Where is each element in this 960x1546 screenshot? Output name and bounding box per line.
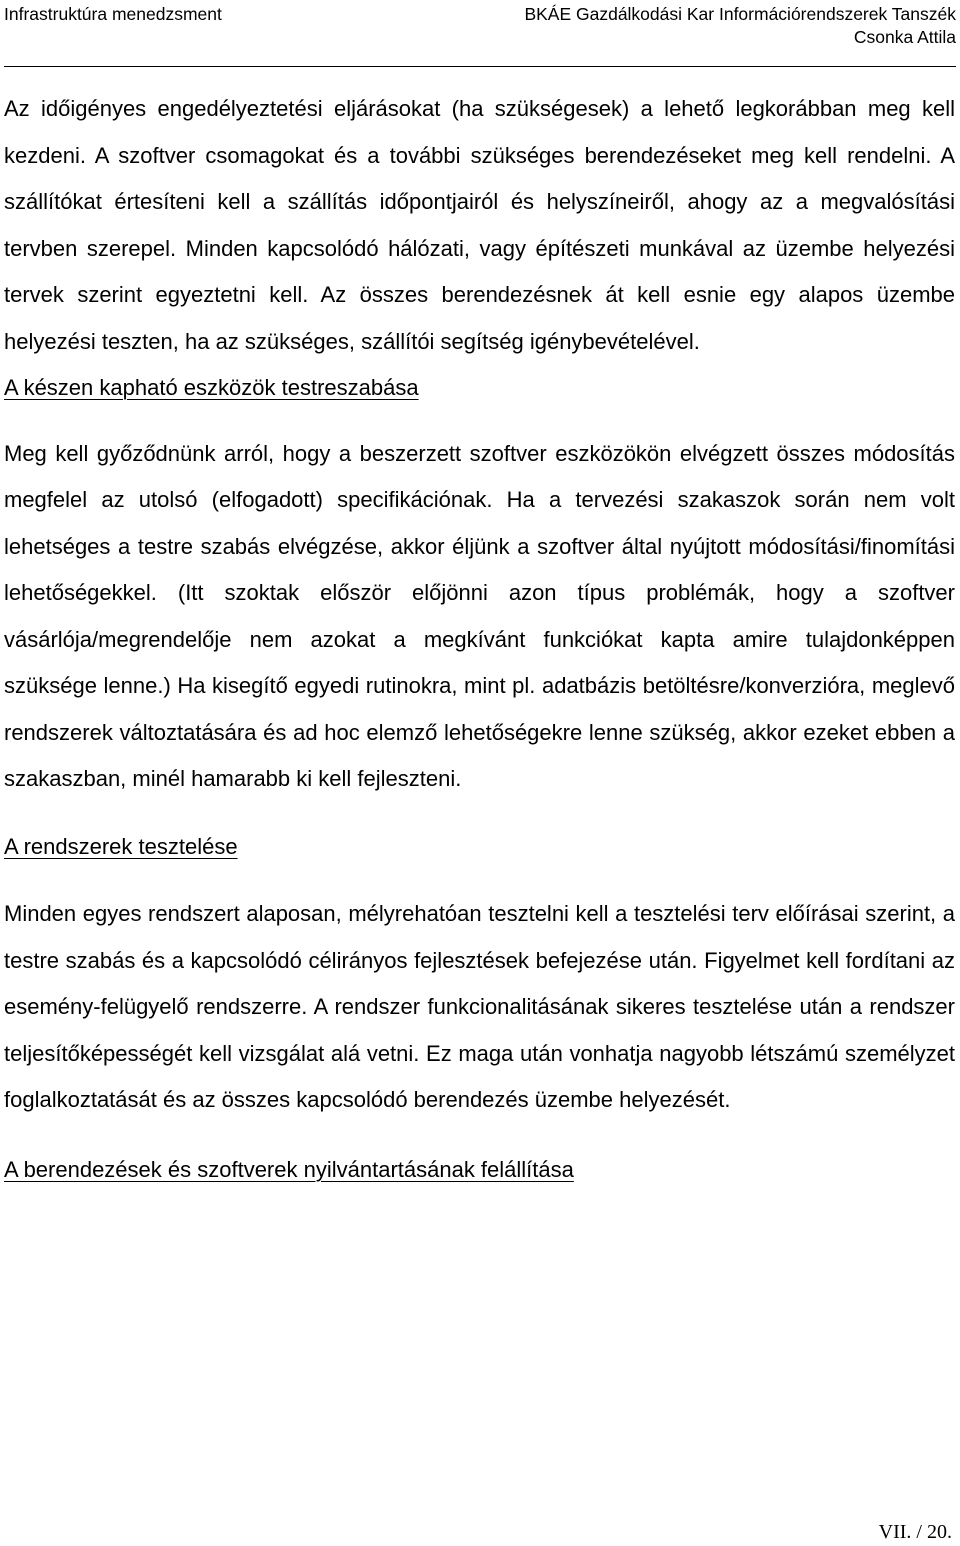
header-institution: [524, 3, 956, 49]
paragraph-testing: Minden egyes rendszert alaposan, mélyrehatóan tesztelni kell a tesztelési terv előírásai szerint, a testre szabás és a kapcsolódó célirányos fejlesztések befejezése után. Figyelmet kell fordítani az esemény-felügyelő rendszerre. A rendszer funkcionalitásának sikeres tesztelése után a rendszer teljesítőképességét kell vizsgálat alá vetni. Ez maga után vonhatja nagyobb létszámú személyzet foglalkoztatását és az összes kapcsolódó berendezés üzembe helyezését.: [4, 901, 955, 1112]
paragraph-customization: Meg kell győződnünk arról, hogy a beszerzett szoftver eszközökön elvégzett összes módosítás megfelel az utolsó (elfogadott) specifikációnak. Ha a tervezési szakaszok során nem volt lehetséges a testre szabás elvégzése, akkor éljünk a szoftver által nyújtott módosítási/finomítási lehetőségekkel. (Itt szoktak először előjönni azon típus problémák, hogy a szoftver vásárlója/megrendelője nem azokat a megkívánt funkciókat kapta amire tulajdonképpen szüksége lenne.) Ha kisegítő egyedi rutinokra, mint pl. adatbázis betöltésre/konverzióra, meglevő rendszerek változtatására és ad hoc elemző lehetőségekre lenne szükség, akkor ezeket ebben a szakaszban, minél hamarabb ki kell fejleszteni.: [4, 440, 955, 791]
document-body: [4, 86, 955, 1193]
section-heading-testing: A rendszerek tesztelése: [4, 833, 238, 859]
header-author: Csonka Attila: [853, 27, 956, 47]
header-department: BKÁE Gazdálkodási Kar Információrendszerek Tanszék: [524, 4, 956, 24]
page-header: [4, 0, 956, 60]
header-divider: [4, 66, 956, 67]
paragraph-installation: Az időigényes engedélyeztetési eljárásokat (ha szükségesek) a lehető legkorábban meg kell kezdeni. A szoftver csomagokat és a további szükséges berendezéseket meg kell rendelni. A szállítókat értesíteni kell a szállítás időpontjairól és helyszíneiről, ahogy az a megvalósítási tervben szerepel. Minden kapcsolódó hálózati, vagy építészeti munkával az üzembe helyezési tervek szerint egyeztetni kell. Az összes berendezésnek át kell esnie egy alapos üzembe helyezési teszten, ha az szükséges, szállítói segítség igénybevételével.: [4, 96, 955, 354]
header-course-title: Infrastruktúra menedzsment: [4, 4, 222, 24]
section-heading-inventory: A berendezések és szoftverek nyilvántartásának felállítása: [4, 1156, 574, 1182]
page-number: VII. / 20.: [878, 1521, 952, 1543]
section-heading-customization: A készen kapható eszközök testreszabása: [4, 375, 419, 400]
